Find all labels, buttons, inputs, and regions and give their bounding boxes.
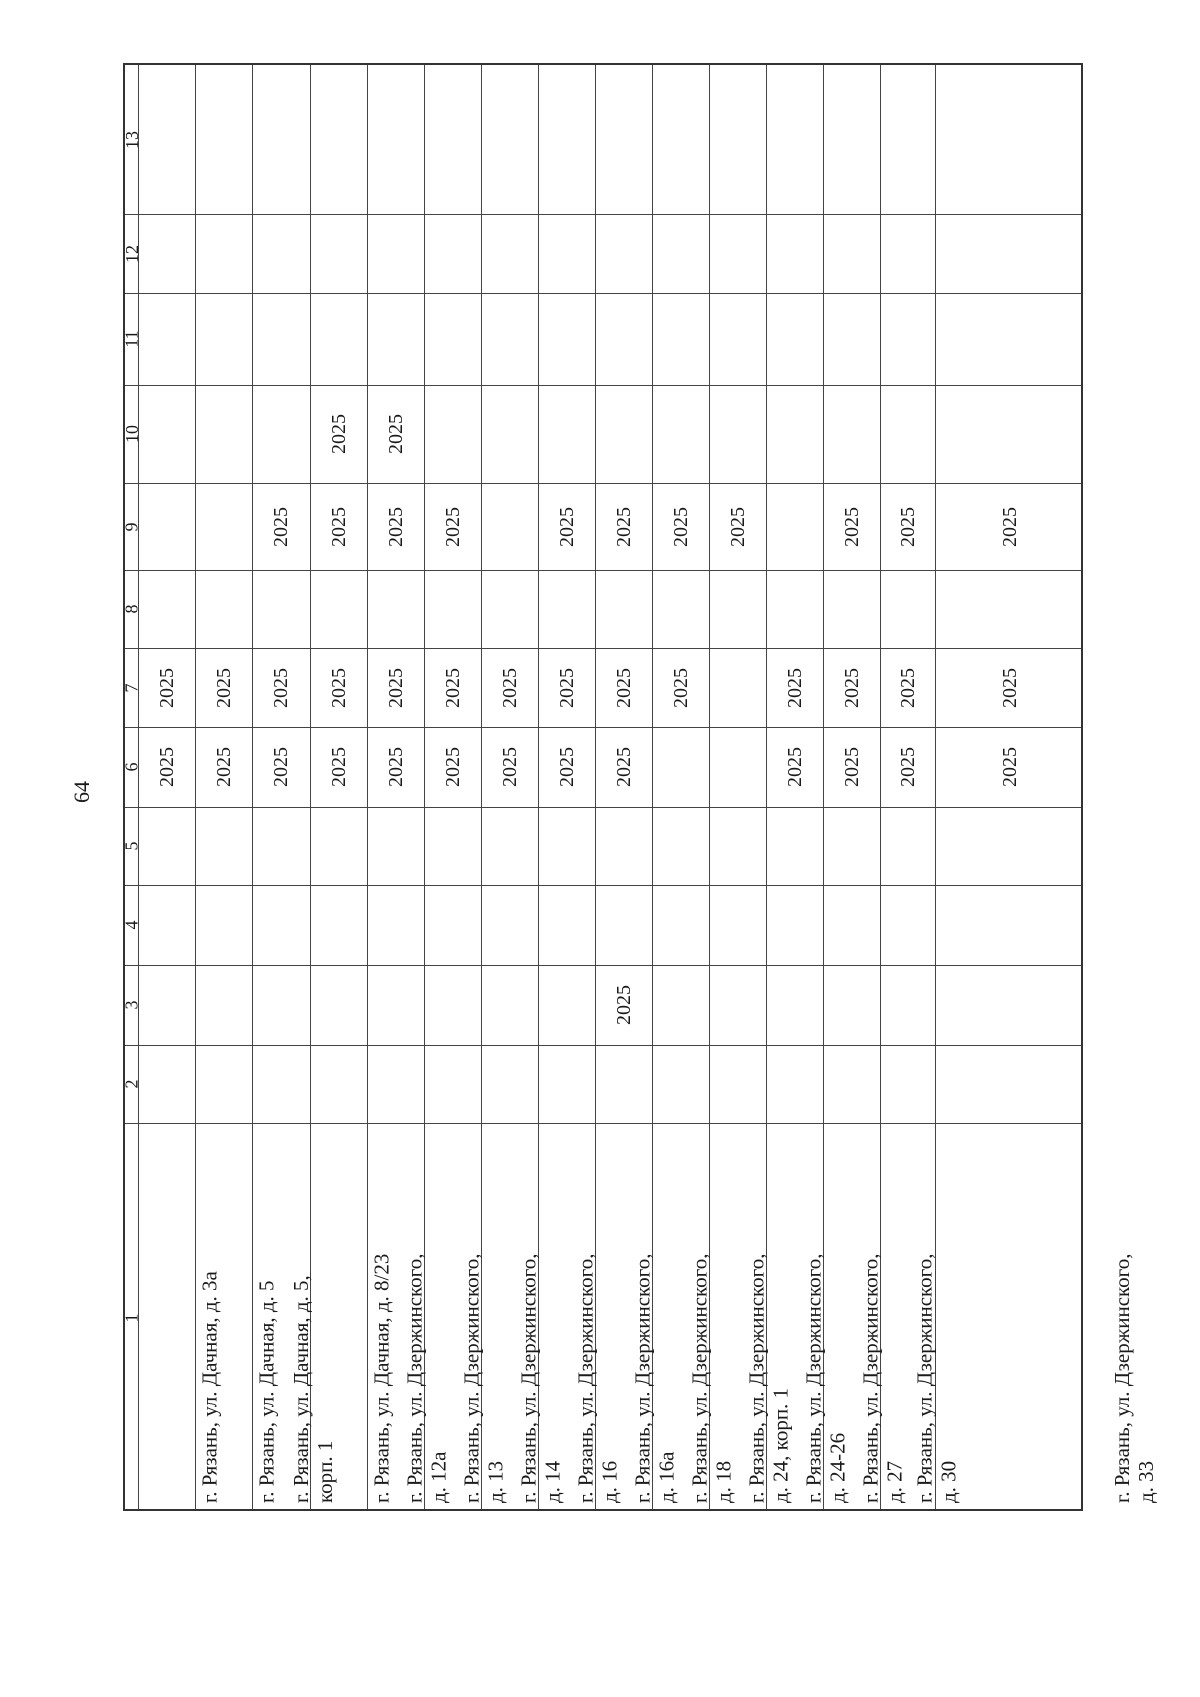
column-header-10: 10 (121, 425, 142, 443)
year-r1-c7: 2025 (155, 667, 178, 708)
year-r6-c6-cell (424, 727, 481, 807)
year-r14-c9-cell (880, 483, 935, 570)
year-r12-c6-cell (766, 727, 823, 807)
year-r7-c6: 2025 (498, 747, 521, 787)
column-header-5: 5 (121, 841, 142, 851)
address-4-cell (310, 1123, 394, 1513)
column-header-4-cell (121, 885, 142, 965)
year-r4-c10-cell (310, 385, 367, 483)
column-divider (125, 385, 1081, 386)
year-r3-c6: 2025 (270, 747, 292, 787)
year-r10-c9: 2025 (669, 506, 692, 547)
year-r13-c6: 2025 (840, 747, 863, 787)
address-13: г. Рязань, ул. Дзержинского, д. 27 (858, 1253, 907, 1503)
year-r6-c7-cell (424, 648, 481, 727)
year-r2-c6: 2025 (212, 747, 235, 787)
address-8-cell (538, 1123, 622, 1513)
year-r9-c3-cell (595, 965, 652, 1045)
column-divider (125, 885, 1081, 886)
year-r11-c9-cell (709, 483, 766, 570)
address-3: г. Рязань, ул. Дачная, д. 5, корп. 1 (289, 1275, 337, 1503)
year-r7-c6-cell (481, 727, 538, 807)
address-5: г. Рязань, ул. Дзержинского, д. 12а (402, 1253, 451, 1503)
year-r8-c7: 2025 (555, 667, 578, 708)
year-r3-c9: 2025 (270, 506, 292, 547)
column-header-5-cell (121, 807, 142, 885)
year-r14-c6: 2025 (896, 747, 919, 787)
year-r5-c9: 2025 (384, 506, 407, 547)
schedule-table (121, 63, 1158, 1511)
address-15-cell (935, 1123, 1158, 1513)
column-header-10-cell (121, 385, 142, 483)
year-r2-c7: 2025 (212, 667, 235, 708)
column-divider (125, 1045, 1081, 1046)
address-14: г. Рязань, ул. Дзержинского, д. 30 (912, 1253, 961, 1503)
column-divider (125, 214, 1081, 215)
year-r3-c9-cell (252, 483, 310, 570)
year-r13-c9: 2025 (840, 506, 863, 547)
year-r15-c7-cell (935, 648, 1085, 727)
year-r5-c6: 2025 (384, 747, 407, 787)
year-r15-c7: 2025 (999, 667, 1021, 708)
year-r9-c3: 2025 (612, 985, 635, 1025)
year-r1-c6: 2025 (155, 747, 178, 787)
column-header-8: 8 (121, 604, 142, 614)
year-r12-c7: 2025 (783, 667, 806, 708)
address-10: г. Рязань, ул. Дзержинского, д. 18 (687, 1253, 736, 1503)
column-header-11: 11 (121, 330, 142, 348)
column-header-9-cell (121, 483, 142, 570)
year-r11-c9: 2025 (726, 506, 749, 547)
year-r4-c6: 2025 (327, 747, 350, 787)
year-r5-c6-cell (367, 727, 424, 807)
address-1-cell (138, 1123, 222, 1513)
year-r13-c6-cell (823, 727, 880, 807)
column-header-8-cell (121, 570, 142, 648)
address-3-cell (252, 1123, 337, 1513)
column-header-4: 4 (121, 920, 142, 930)
year-r13-c9-cell (823, 483, 880, 570)
year-r4-c9-cell (310, 483, 367, 570)
year-r5-c7-cell (367, 648, 424, 727)
year-r15-c9-cell (935, 483, 1085, 570)
year-r8-c7-cell (538, 648, 595, 727)
address-6: г. Рязань, ул. Дзержинского, д. 13 (459, 1253, 508, 1503)
year-r15-c6-cell (935, 727, 1085, 807)
year-r14-c7-cell (880, 648, 935, 727)
year-r4-c9: 2025 (327, 506, 350, 547)
column-divider (125, 570, 1081, 571)
address-4: г. Рязань, ул. Дачная, д. 8/23 (369, 1253, 394, 1503)
address-11: г. Рязань, ул. Дзержинского, д. 24, корп. 1 (744, 1253, 793, 1503)
year-r4-c10: 2025 (327, 414, 350, 454)
column-header-2: 2 (121, 1079, 142, 1089)
year-r1-c7-cell (138, 648, 195, 727)
address-2-cell (195, 1123, 279, 1513)
year-r1-c6-cell (138, 727, 195, 807)
year-r6-c9-cell (424, 483, 481, 570)
year-r8-c6: 2025 (555, 747, 578, 787)
year-r2-c7-cell (195, 648, 252, 727)
year-r10-c7-cell (652, 648, 709, 727)
address-11-cell (709, 1123, 793, 1513)
year-r8-c9-cell (538, 483, 595, 570)
address-13-cell (823, 1123, 907, 1513)
column-header-11-cell (121, 293, 142, 385)
year-r13-c7-cell (823, 648, 880, 727)
address-7-cell (481, 1123, 565, 1513)
year-r9-c7-cell (595, 648, 652, 727)
column-header-13: 13 (121, 130, 142, 149)
year-r5-c9-cell (367, 483, 424, 570)
address-5-cell (367, 1123, 451, 1513)
column-header-7: 7 (121, 683, 142, 692)
year-r6-c6: 2025 (441, 747, 464, 787)
year-r15-c9: 2025 (999, 506, 1021, 547)
address-15: г. Рязань, ул. Дзержинского, д. 33 (1110, 1253, 1158, 1503)
year-r12-c7-cell (766, 648, 823, 727)
address-14-cell (880, 1123, 961, 1513)
year-r10-c9-cell (652, 483, 709, 570)
year-r7-c7-cell (481, 648, 538, 727)
year-r9-c6: 2025 (612, 747, 635, 787)
address-6-cell (424, 1123, 508, 1513)
year-r13-c7: 2025 (840, 667, 863, 708)
column-header-2-cell (121, 1045, 142, 1123)
column-header-12: 12 (121, 244, 142, 263)
year-r3-c6-cell (252, 727, 310, 807)
year-r9-c7: 2025 (612, 667, 635, 708)
column-header-13-cell (121, 65, 142, 214)
year-r6-c9: 2025 (441, 506, 464, 547)
year-r3-c7: 2025 (270, 667, 292, 708)
year-r2-c6-cell (195, 727, 252, 807)
address-9-cell (595, 1123, 679, 1513)
year-r4-c6-cell (310, 727, 367, 807)
column-header-12-cell (121, 214, 142, 293)
year-r14-c7: 2025 (896, 667, 919, 708)
column-header-6: 6 (121, 762, 142, 772)
address-2: г. Рязань, ул. Дачная, д. 5 (254, 1280, 279, 1503)
year-r12-c6: 2025 (783, 747, 806, 787)
column-header-6-cell (121, 727, 142, 807)
address-12-cell (766, 1123, 850, 1513)
year-r6-c7: 2025 (441, 667, 464, 708)
year-r5-c10-cell (367, 385, 424, 483)
year-r5-c7: 2025 (384, 667, 407, 708)
column-divider (125, 293, 1081, 294)
year-r10-c7: 2025 (669, 667, 692, 708)
year-r14-c6-cell (880, 727, 935, 807)
year-r4-c7: 2025 (327, 667, 350, 708)
column-header-1-cell (121, 1123, 142, 1513)
year-r15-c6: 2025 (999, 747, 1021, 787)
year-r8-c6-cell (538, 727, 595, 807)
year-r8-c9: 2025 (555, 506, 578, 547)
year-r3-c7-cell (252, 648, 310, 727)
address-8: г. Рязань, ул. Дзержинского, д. 16 (573, 1253, 622, 1503)
table-grid (121, 65, 1158, 1509)
column-header-9: 9 (121, 522, 142, 531)
column-header-1: 1 (121, 1313, 142, 1323)
year-r14-c9: 2025 (896, 506, 919, 547)
year-r9-c6-cell (595, 727, 652, 807)
address-9: г. Рязань, ул. Дзержинского, д. 16а (630, 1253, 679, 1503)
address-1: г. Рязань, ул. Дачная, д. 3а (197, 1271, 222, 1503)
address-12: г. Рязань, ул. Дзержинского, д. 24-26 (801, 1253, 850, 1503)
year-r9-c9: 2025 (612, 506, 635, 547)
year-r7-c7: 2025 (498, 667, 521, 708)
year-r9-c9-cell (595, 483, 652, 570)
column-header-7-cell (121, 648, 142, 727)
column-header-3-cell (121, 965, 142, 1045)
year-r5-c10: 2025 (384, 414, 407, 454)
column-divider (125, 807, 1081, 808)
address-7: г. Рязань, ул. Дзержинского, д. 14 (516, 1253, 565, 1503)
page-number: 64 (69, 781, 94, 803)
year-r4-c7-cell (310, 648, 367, 727)
address-10-cell (652, 1123, 736, 1513)
column-header-3: 3 (121, 1000, 142, 1010)
